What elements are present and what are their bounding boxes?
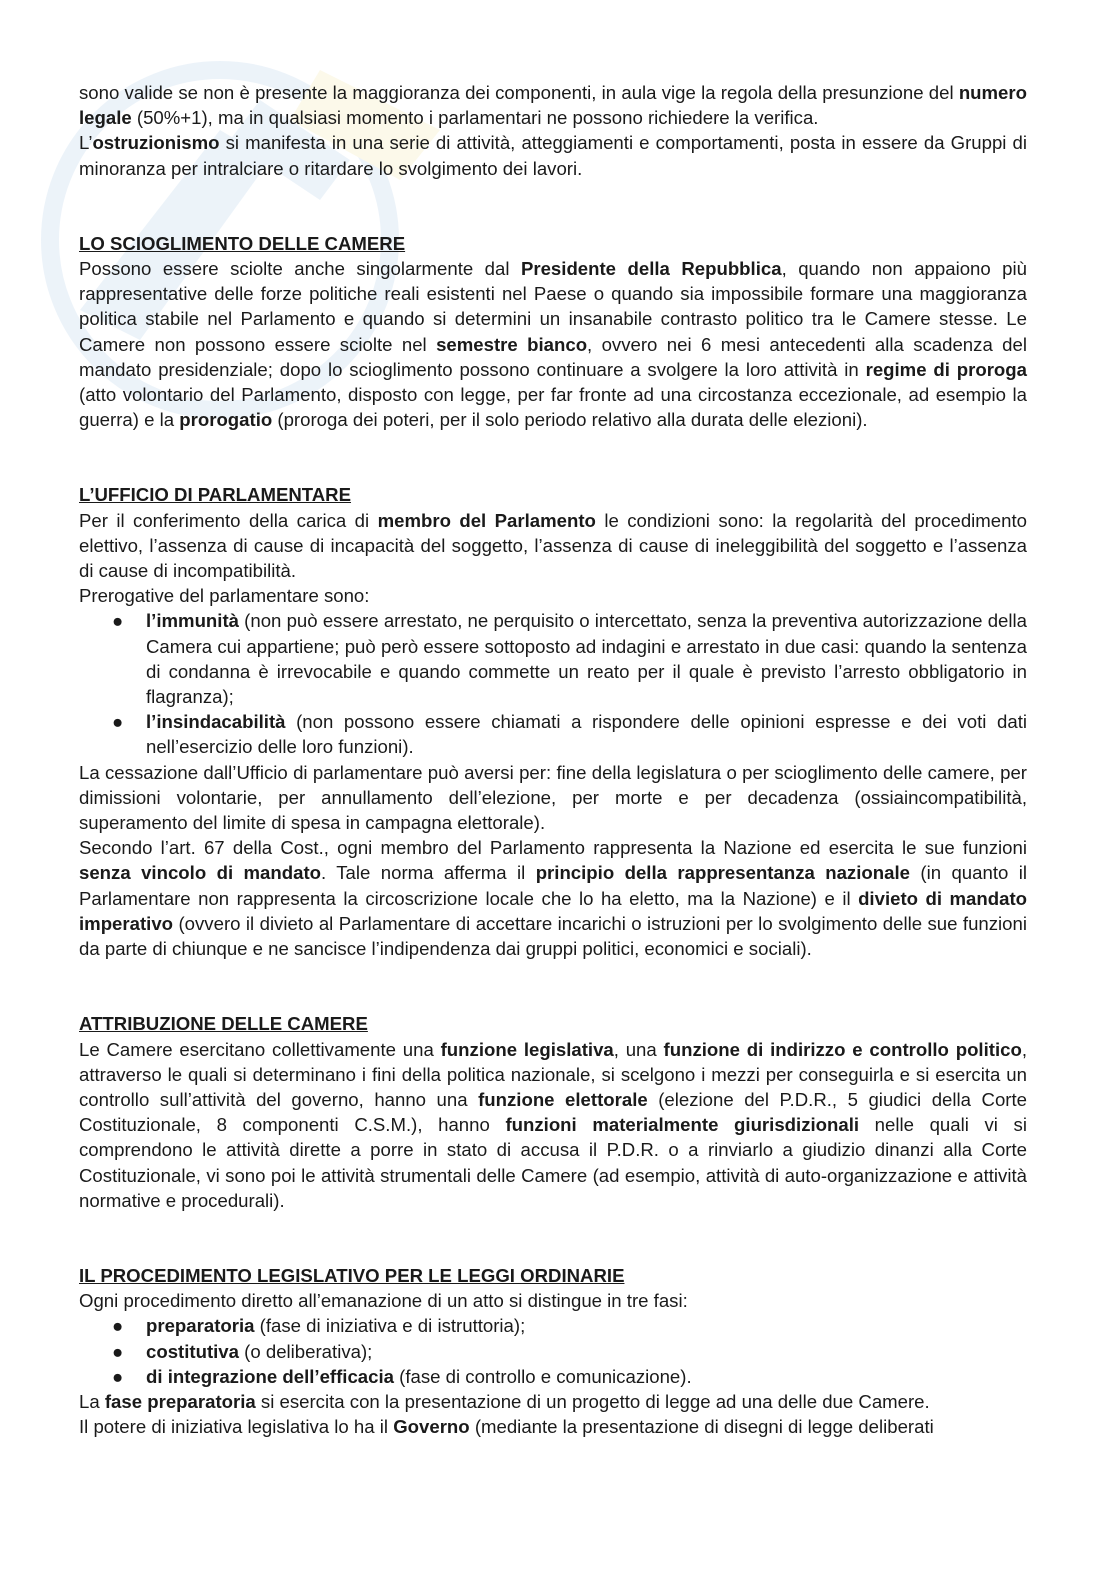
paragraph-cessazione: La cessazione dall’Ufficio di parlamentare può aversi per: fine della legislatura o per scioglimento delle camere, per dimissioni volontarie, per annullamento dell’elezione, per morte e per decadenza (ossiaincompatibilità, superamento del limite di spesa in campagna elettorale). — [79, 761, 1027, 834]
bullet-icon: ● — [112, 1315, 124, 1337]
paragraph-prerogative: Prerogative del parlamentare sono: — [79, 585, 370, 607]
bold-term: fase preparatoria — [104, 1390, 256, 1412]
paragraph-numero-legale: sono valide se non è presente la maggioranza dei componenti, in aula vige la regola della presunzione del numero legale (50%+1), ma in qualsiasi momento i parlamentari ne possono richiedere la verifica. — [79, 82, 1027, 129]
paragraph-fasi: Ogni procedimento diretto all’emanazione di un atto si distingue in tre fasi: — [79, 1290, 688, 1312]
bold-term: funzione elettorale — [478, 1088, 648, 1110]
bold-term: divieto di mandato imperativo — [79, 887, 1027, 934]
bold-term: prorogatio — [179, 409, 273, 431]
heading-attribuzione: ATTRIBUZIONE DELLE CAMERE — [79, 1013, 368, 1035]
list-item-costitutiva: ● costitutiva (o deliberativa); — [79, 1339, 1027, 1364]
bold-term: regime di proroga — [865, 358, 1027, 380]
list-item-integrazione: ● di integrazione dell’efficacia (fase di controllo e comunicazione). — [79, 1364, 1027, 1389]
bold-term: Governo — [393, 1416, 470, 1438]
document-page — [79, 80, 1027, 1439]
bold-term: membro del Parlamento — [377, 509, 596, 531]
bold-term: semestre bianco — [436, 333, 588, 355]
paragraph-ostruzionismo: L’ostruzionismo si manifesta in una serie di attività, atteggiamenti e comportamenti, posta in essere da Gruppi di minoranza per intralciare o ritardare lo svolgimento dei lavori. — [79, 132, 1027, 179]
bold-term: senza vincolo di mandato — [79, 862, 322, 884]
bold-term: l’insindacabilità — [146, 711, 286, 733]
list-item-immunita: ● l’immunità (non può essere arrestato, ne perquisito o intercettato, senza la preventiva autorizzazione della Camera cui appartiene; può però essere sottoposto ad indagini e arrestato in due casi: quando la sentenza di condanna è irrevocabile e quando commette un reato per il quale è previsto l’arresto obbligatorio in flagranza); — [112, 610, 1027, 708]
prerogative-list — [79, 608, 1027, 759]
bold-term: funzioni materialmente giurisdizionali — [505, 1114, 860, 1136]
paragraph-conferimento: Per il conferimento della carica di membro del Parlamento le condizioni sono: la regolarità del procedimento elettivo, l’assenza di cause di incapacità del soggetto, l’assenza di cause di ineleggibilità del soggetto e l’assenza di cause di incompatibilità. — [79, 509, 1027, 582]
bullet-icon: ● — [112, 1365, 124, 1387]
heading-ufficio-parlamentare: L’UFFICIO DI PARLAMENTARE — [79, 484, 352, 506]
bullet-icon: ● — [112, 711, 124, 733]
bold-term: l’immunità — [146, 610, 239, 632]
bold-term: Presidente della Repubblica — [520, 258, 782, 280]
paragraph-iniziativa: Il potere di iniziativa legislativa lo ha il Governo (mediante la presentazione di disegni di legge deliberati — [79, 1416, 934, 1438]
bold-term: costitutiva — [146, 1340, 239, 1362]
bold-term: preparatoria — [146, 1315, 255, 1337]
bold-term: numero legale — [79, 82, 1027, 129]
paragraph-scioglimento: Possono essere sciolte anche singolarmente dal Presidente della Repubblica, quando non appaiono più rappresentative delle forze politiche reali esistenti nel Paese o quando sia impossibile formare una maggioranza politica stabile nel Parlamento e quando si determini un insanabile contrasto politico tra le Camere stesse. Le Camere non possono essere sciolte nel semestre bianco, ovvero nei 6 mesi antecedenti alla scadenza del mandato presidenziale; dopo lo scioglimento possono continuare a svolgere la loro attività in regime di proroga (atto volontario del Parlamento, disposto con legge, per far fronte ad una circostanza eccezionale, ad esempio la guerra) e la prorogatio (proroga dei poteri, per il solo periodo relativo alla durata delle elezioni). — [79, 258, 1027, 431]
paragraph-fase-preparatoria: La fase preparatoria si esercita con la presentazione di un progetto di legge ad una delle due Camere. — [79, 1390, 930, 1412]
bold-term: funzione legislativa — [440, 1038, 614, 1060]
bullet-icon: ● — [112, 610, 124, 632]
list-item-preparatoria: ● preparatoria (fase di iniziativa e di istruttoria); — [79, 1313, 1027, 1338]
bold-term: ostruzionismo — [92, 132, 220, 154]
bold-term: di integrazione dell’efficacia — [146, 1365, 394, 1387]
paragraph-attribuzione: Le Camere esercitano collettivamente una funzione legislativa, una funzione di indirizzo e controllo politico, attraverso le quali si determinano i fini della politica nazionale, si scelgono i mezzi per conseguirla e si esercita un controllo sull’attività del governo, hanno una funzione elettorale (elezione del P.D.R., 5 giudici della Corte Costituzionale, 8 componenti C.S.M.), hanno funzioni materialmente giurisdizionali nelle quali vi si comprendono le attività dirette a porre in stato di accusa il P.D.R. o a rinviarlo a giudizio dinanzi alla Corte Costituzionale, vi sono poi le attività strumentali delle Camere (ad esempio, attività di auto-organizzazione e attività normative e procedurali). — [79, 1038, 1027, 1211]
heading-scioglimento: LO SCIOGLIMENTO DELLE CAMERE — [79, 232, 406, 254]
paragraph-art-67: Secondo l’art. 67 della Cost., ogni membro del Parlamento rappresenta la Nazione ed esercita le sue funzioni senza vincolo di mandato. Tale norma afferma il principio della rappresentanza nazionale (in quanto il Parlamentare non rappresenta la circoscrizione locale che lo ha eletto, ma la Nazione) e il divieto di mandato imperativo (ovvero il divieto al Parlamentare di accettare incarichi o istruzioni per lo svolgimento delle sue funzioni da parte di chiunque e ne sancisce l’indipendenza dai gruppi politici, economici e sociali). — [79, 837, 1027, 960]
bold-term: principio della rappresentanza nazionale — [535, 862, 910, 884]
heading-procedimento-legislativo: IL PROCEDIMENTO LEGISLATIVO PER LE LEGGI ORDINARIE — [79, 1264, 625, 1286]
bullet-icon: ● — [112, 1340, 124, 1362]
bold-term: funzione di indirizzo e controllo politico — [663, 1038, 1022, 1060]
fasi-list — [79, 1313, 1027, 1389]
list-item-insindacabilita: ● l’insindacabilità (non possono essere chiamati a rispondere delle opinioni espresse e dei voti dati nell’esercizio delle loro funzioni). — [112, 711, 1027, 758]
